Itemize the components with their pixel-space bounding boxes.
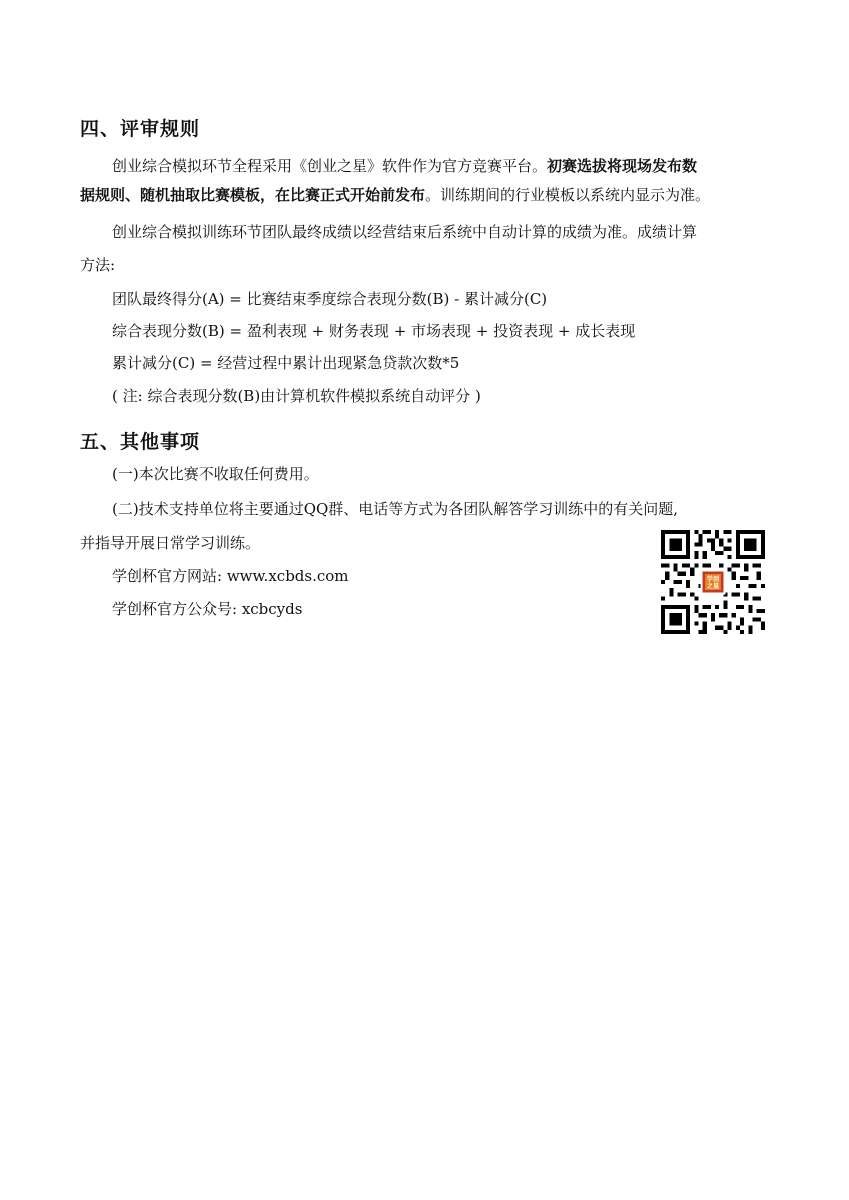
official-website: 学创杯官方网站: www.xcbds.com (112, 567, 349, 585)
other-item-1: (一)本次比赛不收取任何费用。 (112, 465, 319, 483)
qr-code-icon (661, 530, 765, 634)
section-4-heading: 四、评审规则 (80, 118, 201, 140)
formula-deduction: 累计减分(C) = 经营过程中累计出现紧急贷款次数*5 (112, 354, 460, 372)
formula-performance-score: 综合表现分数(B) = 盈利表现 + 财务表现 + 市场表现 + 投资表现 + 成长表现 (112, 322, 636, 340)
section-4-paragraph-2-line-1: 创业综合模拟训练环节团队最终成绩以经营结束后系统中自动计算的成绩为准。成绩计算 (112, 223, 698, 241)
section-4-paragraph-1-line-1 (112, 156, 772, 176)
other-item-2-line-2: 并指导开展日常学习训练。 (80, 534, 261, 552)
paragraph-1-emphasis-continued: 据规则、随机抽取比赛模板，在比赛正式开始前发布 (80, 186, 426, 204)
section-4-paragraph-2-line-2: 方法: (80, 256, 116, 274)
other-item-2-line-1: (二)技术支持单位将主要通过QQ群、电话等方式为各团队解答学习训练中的有关问题, (112, 500, 679, 518)
scoring-note: ( 注: 综合表现分数(B)由计算机软件模拟系统自动评分 ) (112, 387, 481, 405)
official-wechat-account: 学创杯官方公众号: xcbcyds (112, 600, 303, 618)
formula-final-score: 团队最终得分(A) = 比赛结束季度综合表现分数(B) - 累计减分(C) (112, 290, 548, 308)
qr-logo-text-bottom: 之星 (706, 583, 720, 591)
section-4-paragraph-1-line-2 (80, 185, 772, 205)
section-5-heading: 五、其他事项 (80, 431, 201, 453)
paragraph-1-emphasis: 初赛选拔将现场发布数 (547, 157, 698, 175)
qr-logo-text-top: 学创 (706, 575, 720, 583)
paragraph-1-text-continued: 。训练期间的行业模板以系统内显示为准。 (425, 186, 711, 204)
paragraph-1-text: 创业综合模拟环节全程采用《创业之星》软件作为官方竞赛平台。 (112, 157, 548, 175)
